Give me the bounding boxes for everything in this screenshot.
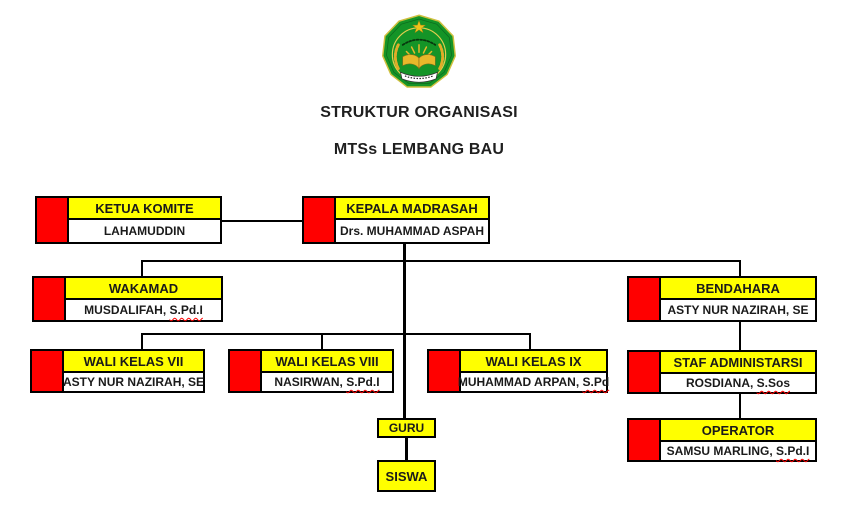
misspelled-text: S.Pd.I	[169, 303, 203, 317]
connector-ketua-to-kepala	[222, 220, 302, 222]
red-accent-block	[230, 351, 262, 391]
person-name: ASTY NUR NAZIRAH, SE	[661, 300, 815, 320]
person-name: NASIRWAN, S.Pd.I	[262, 373, 392, 391]
org-box-siswa: SISWA	[377, 460, 436, 492]
connector-stub-bendahara	[739, 260, 741, 277]
org-box-operator	[627, 418, 817, 462]
misspelled-text: S.Pd	[582, 375, 610, 389]
role-label: KETUA KOMITE	[69, 198, 220, 220]
role-label: STAF ADMINISTARSI	[661, 352, 815, 374]
red-accent-block	[629, 420, 661, 460]
page-title: STRUKTUR ORGANISASI	[320, 104, 518, 121]
connector-stub-wali-viii	[321, 333, 323, 349]
red-accent-block	[34, 278, 66, 320]
misspelled-text: S.Pd.I	[346, 375, 380, 389]
role-label: WAKAMAD	[66, 278, 221, 300]
role-label: WALI KELAS VIII	[262, 351, 392, 373]
red-accent-block	[629, 278, 661, 320]
connector-stub-wakamad	[141, 260, 143, 277]
red-accent-block	[629, 352, 661, 392]
org-box-wakamad	[32, 276, 223, 322]
connector-central-trunk	[403, 244, 406, 418]
misspelled-text: S.Sos	[756, 376, 791, 390]
connector-stub-wali-vii	[141, 333, 143, 349]
person-name: SAMSU MARLING, S.Pd.I	[661, 442, 815, 460]
kemenag-logo-icon	[382, 13, 456, 93]
connector-guru-to-siswa	[405, 437, 408, 460]
person-name: ROSDIANA, S.Sos	[661, 374, 815, 392]
person-name: Drs. MUHAMMAD ASPAH	[336, 220, 488, 242]
connector-staf-to-operator	[739, 394, 741, 418]
org-box-wali-kelas-ix	[427, 349, 608, 393]
person-name: LAHAMUDDIN	[69, 220, 220, 242]
org-box-wali-kelas-vii	[30, 349, 205, 393]
person-name: MUSDALIFAH, S.Pd.I	[66, 300, 221, 320]
red-accent-block	[32, 351, 64, 391]
org-box-bendahara	[627, 276, 817, 322]
connector-branch-row2	[141, 260, 741, 262]
org-box-staf-administarsi	[627, 350, 817, 394]
role-label: BENDAHARA	[661, 278, 815, 300]
connector-branch-row3	[141, 333, 531, 335]
connector-bendahara-to-staf	[739, 321, 741, 351]
role-label: OPERATOR	[661, 420, 815, 442]
org-box-guru: GURU	[377, 418, 436, 438]
role-label: WALI KELAS IX	[461, 351, 606, 373]
org-box-kepala-madrasah	[302, 196, 490, 244]
org-box-ketua-komite	[35, 196, 222, 244]
red-accent-block	[304, 198, 336, 242]
role-label: WALI KELAS VII	[64, 351, 203, 373]
connector-stub-wali-ix	[529, 333, 531, 349]
red-accent-block	[429, 351, 461, 391]
person-name: ASTY NUR NAZIRAH, SE	[62, 375, 205, 389]
red-accent-block	[37, 198, 69, 242]
person-name: MUHAMMAD ARPAN, S.Pd	[457, 375, 610, 389]
misspelled-text: S.Pd.I	[776, 444, 810, 458]
page-subtitle: MTSs LEMBANG BAU	[333, 141, 505, 158]
role-label: KEPALA MADRASAH	[336, 198, 488, 220]
org-box-wali-kelas-viii	[228, 349, 394, 393]
